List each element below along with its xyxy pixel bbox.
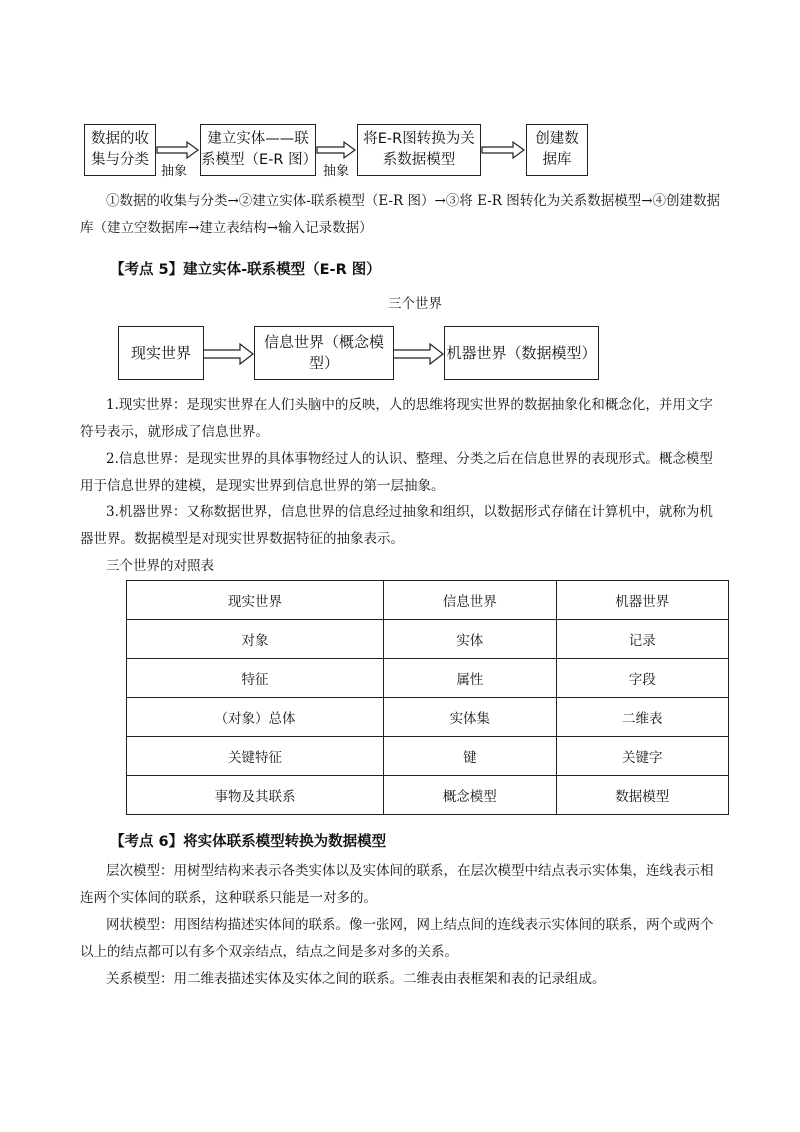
table-cell: 对象 (127, 620, 384, 659)
table-cell: 记录 (556, 620, 728, 659)
table-row (127, 659, 729, 698)
table-row (127, 776, 729, 815)
table-cell: 机器世界 (556, 581, 728, 620)
comparison-table (126, 580, 729, 815)
table-cell: 关键字 (556, 737, 728, 776)
table-cell: 特征 (127, 659, 384, 698)
three-worlds-caption: 三个世界 (388, 296, 442, 312)
table-cell: 实体 (384, 620, 556, 659)
table-cell: 现实世界 (127, 581, 384, 620)
arrow-label-abstract-2: 抽象 (323, 164, 350, 179)
table-cell: 数据模型 (556, 776, 728, 815)
flow-box-create-db: 创建数 据库 (526, 124, 588, 176)
section-6-title: 【考点 6】将实体联系模型转换为数据模型 (110, 834, 387, 850)
paragraph-real-world: 1.现实世界：是现实世界在人们头脑中的反映，人的思维将现实世界的数据抽象化和概念化，并用文字符号表示，就形成了信息世界。 (80, 397, 713, 440)
steps-text: ①数据的收集与分类→②建立实体-联系模型（E-R 图）→③将 E-R 图转化为关系数据模型→④创建数据库（建立空数据库→建立表结构→输入记录数据） (80, 193, 721, 236)
arrow-label-abstract-1: 抽象 (161, 164, 188, 179)
table-row (127, 737, 729, 776)
table-cell: 二维表 (556, 698, 728, 737)
section-5-title: 【考点 5】建立实体-联系模型（E-R 图） (110, 262, 381, 278)
flow-box-er-model: 建立实体——联 系模型（E-R 图） (200, 124, 316, 176)
world-box-machine: 机器世界（数据模型） (444, 326, 599, 380)
table-cell: 键 (384, 737, 556, 776)
paragraph-machine-world: 3.机器世界：又称数据世界，信息世界的信息经过抽象和组织，以数据形式存储在计算机中，就称为机器世界。数据模型是对现实世界数据特征的抽象表示。 (80, 504, 713, 547)
table-row (127, 581, 729, 620)
table-caption: 三个世界的对照表 (106, 558, 214, 574)
paragraph-info-world: 2.信息世界：是现实世界的具体事物经过人的认识、整理、分类之后在信息世界的表现形式。概念模型用于信息世界的建模，是现实世界到信息世界的第一层抽象。 (80, 451, 713, 494)
model-relational: 关系模型：用二维表描述实体及实体之间的联系。二维表由表框架和表的记录组成。 (106, 971, 606, 987)
table-cell: （对象）总体 (127, 698, 384, 737)
table-cell: 实体集 (384, 698, 556, 737)
table-cell: 信息世界 (384, 581, 556, 620)
table-row (127, 620, 729, 659)
table-cell: 字段 (556, 659, 728, 698)
model-hierarchical: 层次模型：用树型结构来表示各类实体以及实体间的联系，在层次模型中结点表示实体集，连线表示相连两个实体间的联系，这种联系只能是一对多的。 (80, 863, 714, 906)
world-box-real: 现实世界 (118, 326, 204, 380)
model-network: 网状模型：用图结构描述实体间的联系。像一张网，网上结点间的连线表示实体间的联系，两个或两个以上的结点都可以有多个双亲结点，结点之间是多对多的关系。 (80, 917, 714, 960)
table-cell: 关键特征 (127, 737, 384, 776)
table-cell: 概念模型 (384, 776, 556, 815)
flow-box-collect: 数据的收 集与分类 (84, 124, 156, 176)
table-cell: 事物及其联系 (127, 776, 384, 815)
world-box-info: 信息世界（概念模型） (254, 326, 394, 380)
flow-box-convert: 将E-R图转换为关 系数据模型 (357, 124, 481, 176)
table-cell: 属性 (384, 659, 556, 698)
table-row (127, 698, 729, 737)
